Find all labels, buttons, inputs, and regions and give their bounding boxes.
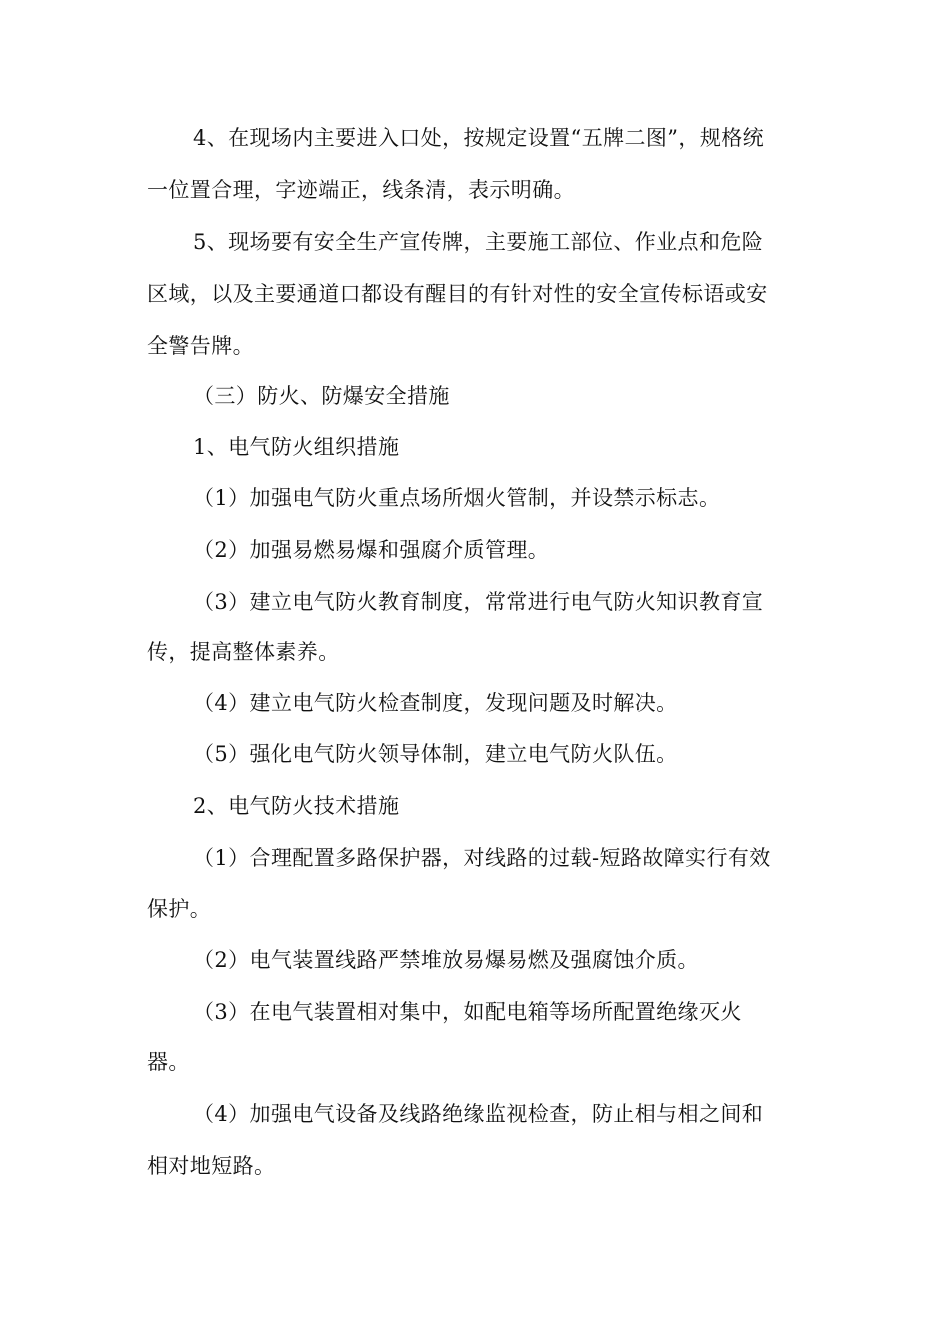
subsection-heading: 1、电气防火组织措施 — [193, 435, 400, 459]
paragraph-line: 相对地短路。 — [147, 1154, 276, 1178]
subsection-heading: 2、电气防火技术措施 — [193, 794, 400, 818]
paragraph-line: （2）电气装置线路严禁堆放易爆易燃及强腐蚀介质。 — [193, 948, 699, 972]
paragraph-line: 器。 — [147, 1050, 190, 1074]
paragraph-line: （2）加强易燃易爆和强腐介质管理。 — [193, 538, 550, 562]
paragraph-line: （3）建立电气防火教育制度，常常进行电气防火知识教育宣 — [193, 590, 764, 614]
paragraph-line: 4、在现场内主要进入口处，按规定设置“五牌二图”，规格统 — [193, 126, 765, 150]
paragraph-line: 区域，以及主要通道口都设有醒目的有针对性的安全宣传标语或安 — [147, 282, 768, 306]
paragraph-line: 5、现场要有安全生产宣传牌，主要施工部位、作业点和危险 — [193, 230, 764, 254]
section-heading: （三）防火、防爆安全措施 — [193, 384, 450, 408]
paragraph-line: 全警告牌。 — [147, 334, 254, 358]
paragraph-line: （4）建立电气防火检查制度，发现问题及时解决。 — [193, 691, 678, 715]
paragraph-line: 传，提高整体素养。 — [147, 640, 340, 664]
paragraph-line: 保护。 — [147, 897, 212, 921]
paragraph-line: （4）加强电气设备及线路绝缘监视检查，防止相与相之间和 — [193, 1102, 764, 1126]
paragraph-line: （5）强化电气防火领导体制，建立电气防火队伍。 — [193, 742, 678, 766]
paragraph-line: 一位置合理，字迹端正，线条清，表示明确。 — [147, 178, 575, 202]
paragraph-line: （1）加强电气防火重点场所烟火管制，并设禁示标志。 — [193, 486, 721, 510]
paragraph-line: （1）合理配置多路保护器，对线路的过载-短路故障实行有效 — [193, 846, 771, 870]
paragraph-line: （3）在电气装置相对集中，如配电箱等场所配置绝缘灭火 — [193, 1000, 742, 1024]
